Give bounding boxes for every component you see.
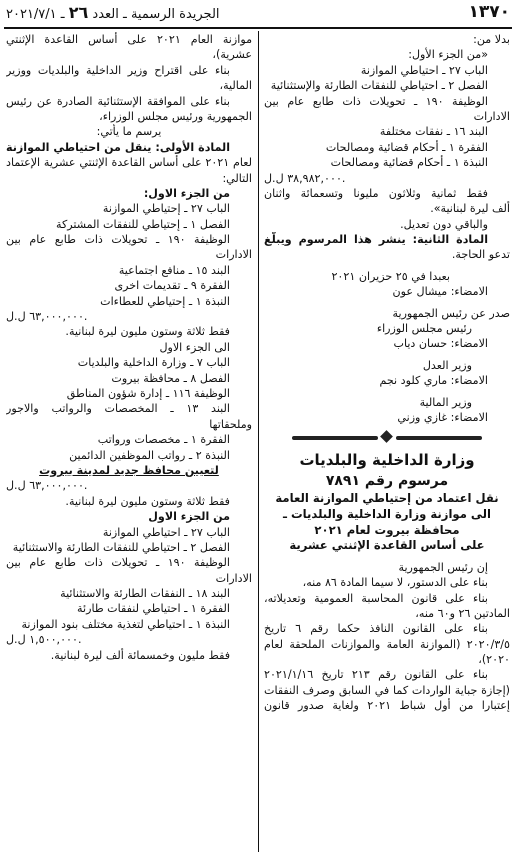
signing-date: بعبدا في ٢٥ حزيران ٢٠٢١ <box>331 269 450 283</box>
journal-header <box>6 3 220 22</box>
text-line: الجمهورية ورئيس مجلس الوزراء، <box>99 109 252 123</box>
ministry-title: وزارة الداخلية والبلديات <box>299 451 475 470</box>
text-line: بدلا من: <box>473 33 510 46</box>
text-line: فقط ثمانية وثلاثون مليونا وتسعمائة واثنان <box>264 186 488 200</box>
text-line: الادارات <box>215 571 252 585</box>
decree-title-line: على أساس القاعدة الإثنتي عشرية <box>289 538 485 553</box>
decree-title-line: نقل اعتماد من إحتياطي الموازنة العامة <box>275 491 499 506</box>
article-heading: المادة الثانية: ينشر هذا المرسوم ويبلّغ <box>264 233 488 247</box>
text-line: النبذة ٢ ـ رواتب الموظفين الدائمين <box>69 448 230 462</box>
text-line: الباب ٢٧ ـ احتياطي الموازنة <box>360 63 488 77</box>
text-line: التالي: <box>222 171 252 185</box>
text-line: بناء على القانون النافذ حكما رقم ٦ تاريخ <box>264 622 488 636</box>
amount: ٦٣,٠٠٠,٠٠٠ ل.ل. <box>6 310 88 324</box>
text-line: «من الجزء الأول: <box>408 48 488 62</box>
official-title: رئيس مجلس الوزراء <box>376 322 472 336</box>
text-line: المالية، <box>219 79 252 93</box>
text-line: الوظيفة ١٩٠ ـ تحويلات ذات طابع عام بين <box>264 94 488 108</box>
page-header <box>0 0 516 26</box>
text-line: بناء على القانون رقم ٢١٣ تاريخ ٢٠٢١/١/١٦ <box>264 668 488 682</box>
text-line: ٢٠٢٠/٣/٥ (الموازنة العامة والموازنات الملحقة لعام <box>264 637 510 651</box>
allocation-purpose: لتعيين محافظ جديد لمدينة بيروت <box>39 463 219 477</box>
column-divider <box>258 31 259 852</box>
signature: الامضاء: غازي وزني <box>397 410 488 424</box>
text-line: الفقرة ١ ـ مخصصات ورواتب <box>97 433 230 447</box>
text-line: بناء على الموافقة الإستثنائية الصادرة عن رئيس <box>6 94 230 108</box>
decree-title-line: الى موازنة وزارة الداخلية والبلديات ـ <box>283 506 491 521</box>
text-line: الباب ٧ ـ وزارة الداخلية والبلديات <box>77 356 230 370</box>
decree-number: مرسوم رقم ٧٨٩١ <box>325 473 449 490</box>
issued-by: صدر عن رئيس الجمهورية <box>392 306 510 320</box>
text-line: الوظيفة ١٩٠ ـ تحويلات ذات طابع عام بين <box>6 556 230 570</box>
text-line: البند ١٥ ـ منافع اجتماعية <box>118 263 230 277</box>
text-line: عشرية)، <box>212 48 252 62</box>
signature: الامضاء: ميشال عون <box>392 285 488 299</box>
text-line: موازنة العام ٢٠٢١ على أساس القاعدة الإثنتي <box>6 33 252 46</box>
right-column <box>264 32 510 714</box>
text-line: البند ١٦ ـ نفقات مختلفة <box>379 125 488 139</box>
text-line: الفصل ٢ ـ احتياطي للنفقات الطارئة والإستثنائية <box>270 79 488 93</box>
text-line: الادارات <box>215 248 252 262</box>
decree-title-line: محافظة بيروت لعام ٢٠٢١ <box>314 522 460 537</box>
amount: ٣٨,٩٨٢,٠٠٠ ل.ل. <box>264 171 346 185</box>
text-line: وملحقاتها <box>209 417 252 431</box>
left-column <box>6 32 252 663</box>
text-line: لعام ٢٠٢١ على أساس القاعدة الإثنتي عشرية الإعتماد <box>6 156 252 170</box>
text-line: الفصل ٢ ـ احتياطي للنفقات الطارئة والاستثنائية <box>12 540 230 554</box>
section-ornament <box>264 429 510 447</box>
issue-date: ـ ٢٠٢١/٧/١ <box>6 7 65 22</box>
issue-number: ٢٦ <box>68 3 89 22</box>
amount: ١,٥٠٠,٠٠٠ ل.ل. <box>6 633 82 647</box>
article-heading: المادة الأولى: ينقل من احتياطي الموازنة <box>6 140 230 154</box>
journal-prefix: الجريدة الرسمية ـ العدد <box>92 7 220 22</box>
text-line: (إجازة جباية الواردات كما في السابق وصرف النفقات <box>264 683 510 697</box>
text-line: فقط ثلاثة وستون مليون ليرة لبنانية. <box>65 494 230 508</box>
text-line: ٢٠٢٠)، <box>478 653 510 667</box>
text-line: الفصل ١ ـ إحتياطي للنفقات المشتركة <box>56 217 230 231</box>
signature: الامضاء: ماري كلود نجم <box>379 374 488 388</box>
text-line: فقط ثلاثة وستون مليون ليرة لبنانية. <box>65 325 230 339</box>
official-title: وزير المالية <box>419 395 472 409</box>
text-line: الادارات <box>473 109 510 123</box>
text-line: الوظيفة ١١٦ ـ إدارة شؤون المناطق <box>66 386 230 400</box>
page-number: ١٣٧٠ <box>468 2 510 22</box>
signature: الامضاء: حسان دياب <box>393 337 488 351</box>
text-line: الفقرة ١ ـ احتياطي لنفقات طارئة <box>77 602 230 616</box>
text-line: والباقي دون تعديل. <box>400 217 488 231</box>
text-line: الوظيفة ١٩٠ ـ تحويلات ذات طابع عام بين <box>6 233 230 247</box>
text-line: الباب ٢٧ ـ إحتياطي الموازنة <box>102 202 230 216</box>
text-line: إعتبارا من أول شباط ٢٠٢١ ولغاية صدور قانون <box>264 699 510 713</box>
text-line: الباب ٢٧ ـ احتياطي الموازنة <box>102 525 230 539</box>
text-line: يرسم ما يأتي: <box>96 125 162 139</box>
text-line: النبذة ١ ـ احتياطي لتغذية مختلف بنود الموازنة <box>21 617 230 631</box>
text-line: إن رئيس الجمهورية <box>398 560 488 574</box>
text-line: بناء على الدستور، لا سيما المادة ٨٦ منه، <box>302 576 488 590</box>
header-rule <box>4 27 512 29</box>
text-line: فقط مليون وخمسمائة ألف ليرة لبنانية. <box>50 648 230 662</box>
text-line: بناء على اقتراح وزير الداخلية والبلديات ووزير <box>6 63 230 77</box>
text-line: المادتين ٢٦ و٦٠ منه، <box>415 606 510 620</box>
text-line: الى الجزء الاول <box>159 340 230 354</box>
text-line: النبذة ١ ـ أحكام قضائية ومصالحات <box>330 156 488 170</box>
text-line: بناء على قانون المحاسبة العمومية وتعديلاته، <box>264 591 488 605</box>
text-line: الفقرة ٩ ـ تقديمات اخرى <box>114 279 230 293</box>
text-line: الفصل ٨ ـ محافظة بيروت <box>111 371 230 385</box>
official-title: وزير العدل <box>422 358 472 372</box>
text-line: الفقرة ١ ـ أحكام قضائية ومصالحات <box>325 140 488 154</box>
part-heading: من الجزء الاول: <box>143 186 230 200</box>
amount: ٦٣,٠٠٠,٠٠٠ ل.ل. <box>6 479 88 493</box>
text-line: ألف ليرة لبنانية». <box>430 202 510 216</box>
part-heading: من الجزء الاول <box>148 510 230 524</box>
text-line: البند ١٨ ـ النفقات الطارئة والاستثنائية <box>60 587 230 601</box>
text-line: تدعو الحاجة. <box>451 248 510 262</box>
text-line: البند ١٣ ـ المخصصات والرواتب والاجور <box>6 402 230 416</box>
text-line: النبذة ١ ـ إحتياطي للعطاءات <box>100 294 230 308</box>
